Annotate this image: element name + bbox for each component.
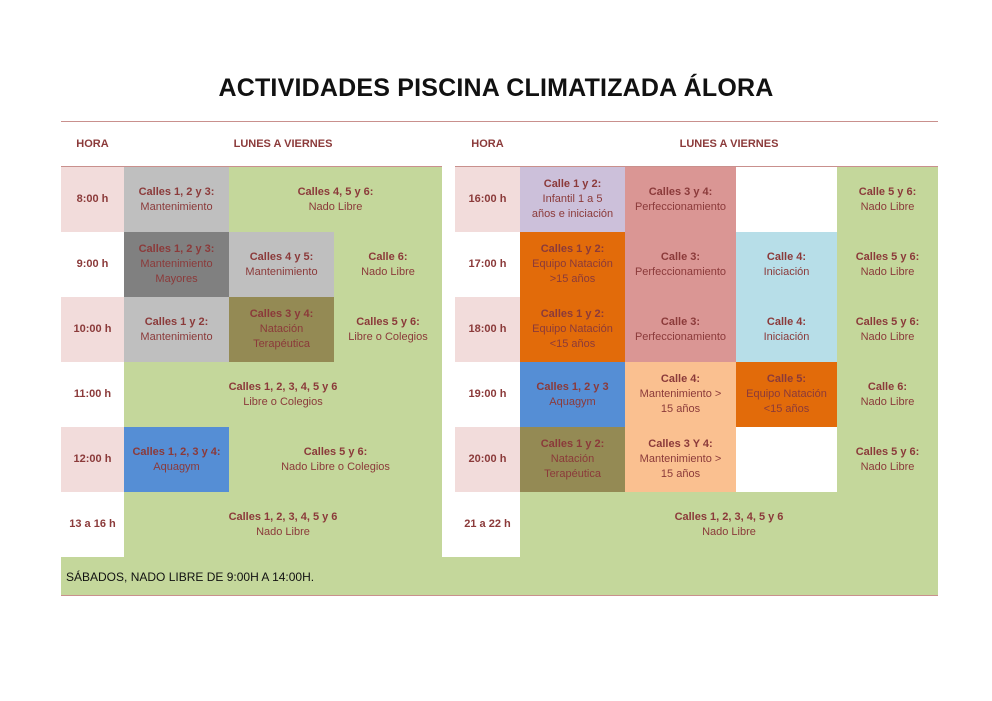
- right-16-calles-1-2: Calle 1 y 2: Infantil 1 a 5 años e iniciación: [520, 167, 625, 232]
- right-20-calles-3-4: Calles 3 Y 4: Mantenimiento > 15 años: [625, 427, 736, 492]
- right-time-20: 20:00 h: [455, 427, 520, 492]
- left-10-calles-5-6: Calles 5 y 6: Libre o Colegios: [334, 297, 442, 362]
- right-17-calles-5-6: Calles 5 y 6: Nado Libre: [837, 232, 938, 297]
- left-10-calles-3-4: Calles 3 y 4: Natación Terapéutica: [229, 297, 334, 362]
- right-21-22-calles-1-6: Calles 1, 2, 3, 4, 5 y 6 Nado Libre: [520, 492, 938, 557]
- right-19-calles-1-3: Calles 1, 2 y 3 Aquagym: [520, 362, 625, 427]
- right-18-calle-3: Calle 3: Perfeccionamiento: [625, 297, 736, 362]
- top-rule: [61, 121, 938, 122]
- right-16-calles-5-6: Calle 5 y 6: Nado Libre: [837, 167, 938, 232]
- right-18-calle-4: Calle 4: Iniciación: [736, 297, 837, 362]
- right-time-21-22: 21 a 22 h: [455, 492, 520, 557]
- left-9-calles-4-5: Calles 4 y 5: Mantenimiento: [229, 232, 334, 297]
- left-10-calles-1-2: Calles 1 y 2: Mantenimiento: [124, 297, 229, 362]
- right-17-calle-3: Calle 3: Perfeccionamiento: [625, 232, 736, 297]
- right-17-calles-1-2: Calles 1 y 2: Equipo Natación >15 años: [520, 232, 625, 297]
- footer-note: SÁBADOS, NADO LIBRE DE 9:00H A 14:00H.: [66, 570, 315, 584]
- left-days-header: LUNES A VIERNES: [233, 138, 333, 150]
- right-16-calles-3-4: Calles 3 y 4: Perfeccionamiento: [625, 167, 736, 232]
- right-18-calles-5-6: Calles 5 y 6: Nado Libre: [837, 297, 938, 362]
- left-8-calles-4-6: Calles 4, 5 y 6: Nado Libre: [229, 167, 442, 232]
- left-time-11: 11:00 h: [61, 362, 124, 427]
- right-20-calles-1-2: Calles 1 y 2: Natación Terapéutica: [520, 427, 625, 492]
- bottom-rule: [61, 595, 938, 596]
- right-time-19: 19:00 h: [455, 362, 520, 427]
- left-time-9: 9:00 h: [61, 232, 124, 297]
- left-time-8: 8:00 h: [61, 167, 124, 232]
- right-19-calle-6: Calle 6: Nado Libre: [837, 362, 938, 427]
- left-12-calles-5-6: Calles 5 y 6: Nado Libre o Colegios: [229, 427, 442, 492]
- right-18-calles-1-2: Calles 1 y 2: Equipo Natación <15 años: [520, 297, 625, 362]
- left-time-10: 10:00 h: [61, 297, 124, 362]
- right-20-calles-5-6: Calles 5 y 6: Nado Libre: [837, 427, 938, 492]
- right-17-calle-4: Calle 4: Iniciación: [736, 232, 837, 297]
- right-16-empty: [736, 167, 837, 232]
- left-12-calles-1-4: Calles 1, 2, 3 y 4: Aquagym: [124, 427, 229, 492]
- left-9-calles-1-3: Calles 1, 2 y 3: Mantenimiento Mayores: [124, 232, 229, 297]
- right-20-empty: [736, 427, 837, 492]
- right-19-calle-5: Calle 5: Equipo Natación <15 años: [736, 362, 837, 427]
- left-11-calles-1-6: Calles 1, 2, 3, 4, 5 y 6 Libre o Colegios: [124, 362, 442, 427]
- right-time-18: 18:00 h: [455, 297, 520, 362]
- left-8-calles-1-3: Calles 1, 2 y 3: Mantenimiento: [124, 167, 229, 232]
- left-time-12: 12:00 h: [61, 427, 124, 492]
- right-time-16: 16:00 h: [455, 167, 520, 232]
- right-19-calle-4: Calle 4: Mantenimiento > 15 años: [625, 362, 736, 427]
- right-time-17: 17:00 h: [455, 232, 520, 297]
- right-days-header: LUNES A VIERNES: [679, 138, 779, 150]
- left-9-calle-6: Calle 6: Nado Libre: [334, 232, 442, 297]
- left-13-16-calles-1-6: Calles 1, 2, 3, 4, 5 y 6 Nado Libre: [124, 492, 442, 557]
- page-title: ACTIVIDADES PISCINA CLIMATIZADA ÁLORA: [218, 74, 774, 102]
- right-hora-header: HORA: [471, 138, 504, 150]
- left-time-13-16: 13 a 16 h: [61, 492, 124, 557]
- left-hora-header: HORA: [76, 138, 109, 150]
